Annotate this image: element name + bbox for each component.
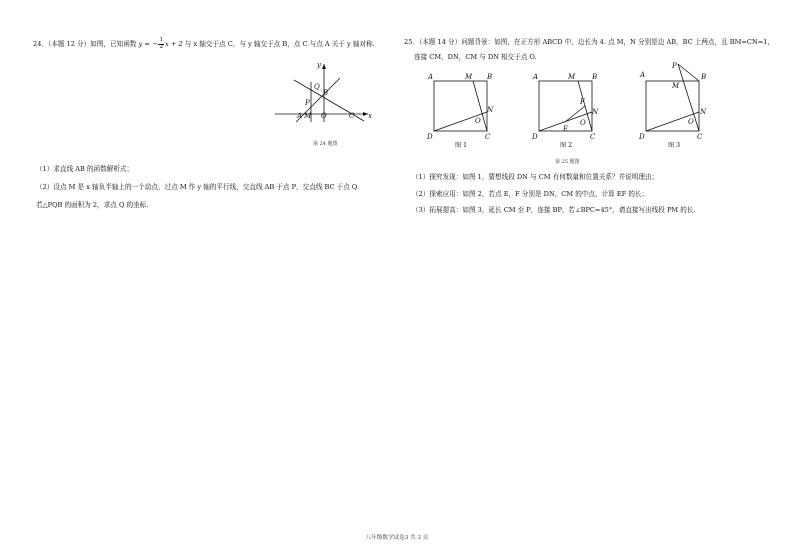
q24-part2-line2: 若△PQB 的面积为 2，求点 Q 的坐标. [36, 201, 149, 209]
q25-part1: （1）探究发现：如图 1，猜想线段 DN 与 CM 有何数量和位置关系？并说明理由； [412, 173, 659, 181]
fig3-label-m: M [672, 82, 680, 90]
fig3-label-c: C [697, 133, 703, 141]
q25-fig2-label: 图 2 [560, 142, 573, 149]
q25-figure-caption: 第 25 题图 [555, 159, 580, 165]
q24-stem-tail: 与 x 轴交于点 C，与 y 轴交于点 B，点 C 与点 A 关于 y 轴对称. [182, 40, 375, 49]
fig2-label-n: N [592, 108, 599, 116]
q24-stem-lead: 24．（本题 12 分）如图，已知函数 [33, 40, 139, 49]
fig1-label-m: M [465, 73, 473, 81]
q24-part1: （1）求直线 AB 的函数解析式； [36, 165, 134, 173]
fig1-label-d: D [427, 133, 433, 141]
fig3-label-d: D [639, 133, 645, 141]
q24-label-m: M [304, 112, 312, 120]
fig2-label-b: B [592, 73, 598, 81]
q25-stem-line1: 25．（本题 14 分）问题背景：如图，在正方形 ABCD 中，边长为 4. 点 M，N 分别是边 AB，BC 上两点，且 BM=CN=1， [404, 38, 775, 46]
fig3-label-n: N [700, 108, 707, 116]
q25-figure-2 [531, 73, 599, 141]
q24-part2-line1: （2）设点 M 是 x 轴负半轴上的一个动点，过点 M 作 y 轴的平行线，交直线 AB 于点 P，交直线 BC 于点 Q. [36, 183, 360, 191]
fig2-label-o: O [580, 119, 586, 127]
fig3-line-bp [678, 64, 699, 81]
fig3-label-o: O [688, 118, 694, 126]
fig1-label-b: B [487, 73, 493, 81]
q24-label-p: P [305, 99, 310, 107]
q25-part2: （2）探索应用：如图 2，若点 E，F 分别是 DN，CM 的中点，计算 EF 的长； [412, 190, 649, 198]
q24-label-x: x [368, 112, 372, 120]
fig2-label-m: M [568, 73, 576, 81]
q25-part3: （3）拓展提高：如图 3，延长 CM 至 P，连接 BP，若∠BPC=45°，请直接写出线段 PM 的长. [412, 206, 696, 214]
fig2-label-f: F [580, 98, 585, 106]
q25-fig1-label: 图 1 [455, 142, 468, 149]
fig3-label-a: A [640, 71, 646, 79]
fig1-label-a: A [428, 73, 434, 81]
q25-fig3-label: 图 3 [668, 142, 681, 149]
fig2-label-a: A [533, 73, 539, 81]
fig3-label-b: B [701, 73, 707, 81]
fig2-label-e: E [563, 125, 569, 133]
fig2-label-c: C [590, 133, 596, 141]
fig2-label-d: D [532, 133, 538, 141]
q24-figure-caption: 第 24 题图 [313, 141, 338, 147]
q24-label-c: C [349, 112, 355, 120]
q25-figure-3 [638, 62, 707, 141]
fig1-label-o: O [475, 117, 481, 125]
q25-stem-line2: 连接 CM，DN，CM 与 DN 相交于点 O. [414, 53, 537, 61]
q24-frac-num: 1 [159, 37, 164, 43]
fig3-label-p: P [672, 62, 677, 70]
q24-label-q: Q [314, 83, 320, 91]
q24-label-b: B [323, 89, 329, 97]
q24-frac-den: 2 [159, 43, 164, 50]
q24-label-a: A [297, 112, 303, 120]
fig1-label-n: N [487, 106, 494, 114]
q24-label-o: O [321, 112, 327, 120]
q24-func-y: y = − [138, 40, 158, 49]
q24-func-rest: x + 2 [165, 40, 183, 49]
fig1-label-c: C [485, 133, 491, 141]
q24-label-y: y [317, 61, 321, 69]
page-footer: 八年级数学试卷3 共 3 页 [365, 535, 429, 541]
q25-figure-1 [426, 73, 494, 141]
